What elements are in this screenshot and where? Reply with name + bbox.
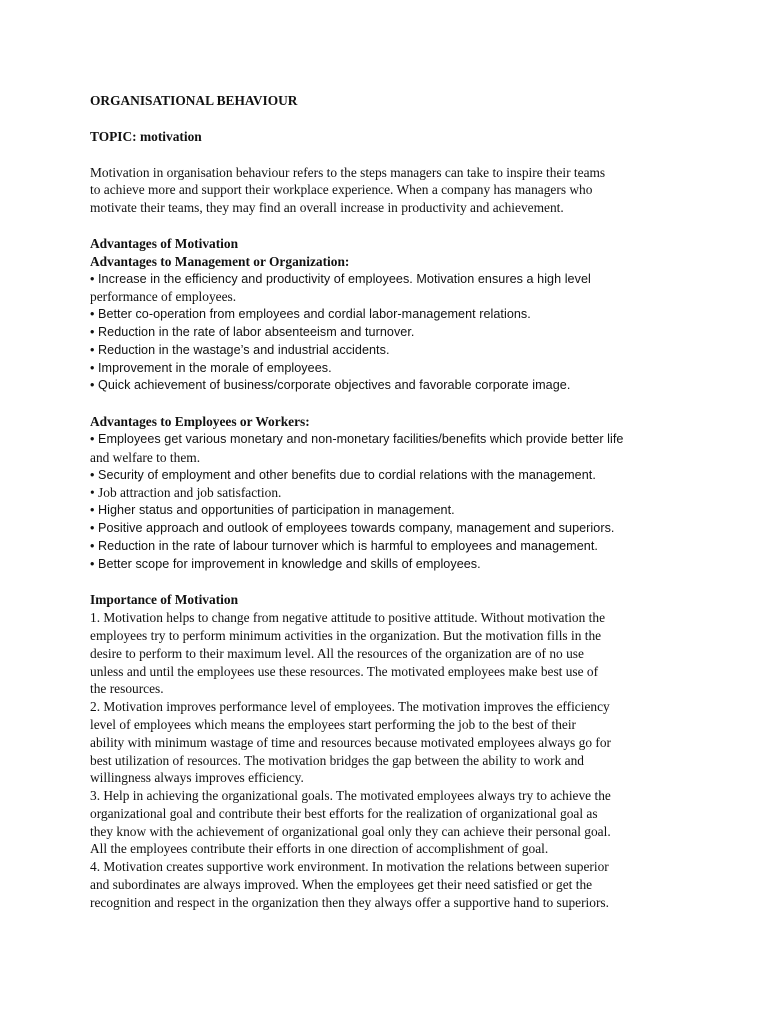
paragraph-line: employees try to perform minimum activities in the organization. But the motivation fills in the <box>90 627 602 643</box>
paragraph-line: 3. Help in achieving the organizational goals. The motivated employees always try to achieve the <box>90 788 611 804</box>
paragraph-line: ability with minimum wastage of time and resources because motivated employees always go for <box>90 734 611 750</box>
intro-line: motivate their teams, they may find an overall increase in productivity and achievement. <box>90 200 564 216</box>
employees-heading: Advantages to Employees or Workers: <box>90 414 310 430</box>
paragraph-line: willingness always improves efficiency. <box>90 770 304 786</box>
list-item: • Increase in the efficiency and productivity of employees. Motivation ensures a high level <box>90 271 591 286</box>
list-item: • Reduction in the rate of labor absenteeism and turnover. <box>90 324 415 339</box>
spacer <box>90 395 680 413</box>
spacer <box>90 110 680 128</box>
list-item: • Reduction in the rate of labour turnover which is harmful to employees and management. <box>90 538 598 553</box>
topic-heading: TOPIC: motivation <box>90 128 202 144</box>
importance-heading: Importance of Motivation <box>90 592 239 608</box>
intro-paragraph <box>90 164 680 217</box>
spacer <box>90 217 680 235</box>
list-item: • Better scope for improvement in knowledge and skills of employees. <box>90 556 481 571</box>
document-title: ORGANISATIONAL BEHAVIOUR <box>90 93 298 108</box>
list-item: and welfare to them. <box>90 449 201 465</box>
paragraph-line: the resources. <box>90 681 164 697</box>
management-heading: Advantages to Management or Organization: <box>90 253 350 269</box>
list-item: • Higher status and opportunities of participation in management. <box>90 503 455 518</box>
paragraph-line: 4. Motivation creates supportive work environment. In motivation the relations between superior <box>90 859 609 875</box>
paragraph-line: organizational goal and contribute their best efforts for the realization of organizational goal as <box>90 805 598 821</box>
list-item: • Better co-operation from employees and cordial labor-management relations. <box>90 307 531 322</box>
management-list <box>90 271 680 396</box>
employees-list <box>90 431 680 573</box>
list-item: • Quick achievement of business/corporate objectives and favorable corporate image. <box>90 378 571 393</box>
paragraph-line: and subordinates are always improved. When the employees get their need satisfied or get the <box>90 877 593 893</box>
paragraph-line: level of employees which means the employees start performing the job to the best of their <box>90 716 577 732</box>
advantages-heading: Advantages of Motivation <box>90 235 239 251</box>
list-item: • Positive approach and outlook of employees towards company, management and superiors. <box>90 520 615 535</box>
paragraph-line: desire to perform to their maximum level. All the resources of the organization are of no use <box>90 645 584 661</box>
spacer <box>90 573 680 591</box>
paragraph-line: recognition and respect in the organization then they always offer a supportive hand to superiors. <box>90 894 609 910</box>
paragraph-line: they know with the achievement of organizational goal only they can achieve their personal goal. <box>90 823 611 839</box>
list-item: • Employees get various monetary and non-monetary facilities/benefits which provide better life <box>90 431 624 446</box>
intro-line: Motivation in organisation behaviour refers to the steps managers can take to inspire their teams <box>90 164 606 180</box>
paragraph-line: 2. Motivation improves performance level of employees. The motivation improves the efficiency <box>90 699 610 715</box>
importance-list <box>90 609 680 912</box>
list-item: • Reduction in the wastage’s and industrial accidents. <box>90 342 390 357</box>
paragraph-line: 1. Motivation helps to change from negative attitude to positive attitude. Without motivation the <box>90 610 606 626</box>
paragraph-line: All the employees contribute their efforts in one direction of accomplishment of goal. <box>90 841 549 857</box>
document-page <box>90 92 680 912</box>
list-item: • Security of employment and other benefits due to cordial relations with the management. <box>90 467 596 482</box>
intro-line: to achieve more and support their workplace experience. When a company has managers who <box>90 182 593 198</box>
list-item: • Job attraction and job satisfaction. <box>90 485 282 501</box>
list-item: performance of employees. <box>90 289 237 305</box>
spacer <box>90 146 680 164</box>
list-item: • Improvement in the morale of employees. <box>90 360 332 375</box>
paragraph-line: unless and until the employees use these resources. The motivated employees make best use of <box>90 663 599 679</box>
paragraph-line: best utilization of resources. The motivation bridges the gap between the ability to work and <box>90 752 584 768</box>
